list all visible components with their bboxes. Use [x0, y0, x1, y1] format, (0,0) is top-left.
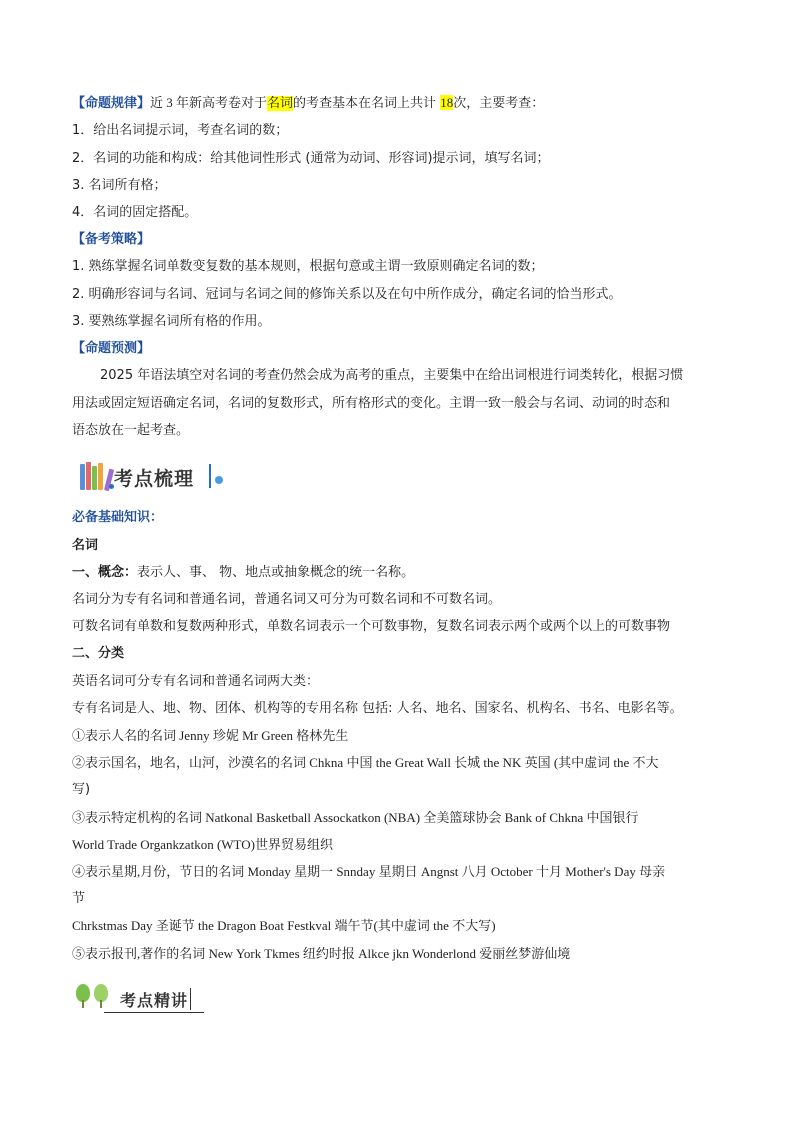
forecast-line: 用法或固定短语确定名词，名词的复数形式，所有格形式的变化。主谓一致一般会与名词、动词的时态和: [72, 396, 671, 411]
class-line: Chrkstmas Day 圣诞节 the Dragon Boat Festkval 端午节(其中虚词 the 不大写): [72, 918, 496, 933]
body-line: 名词分为专有名词和普通名词，普通名词又可分为可数名词和不可数名词。: [72, 592, 502, 607]
rule-highlight-count: 18: [440, 95, 454, 110]
forecast-line: 2025 年语法填空对名词的考查仍然会成为高考的重点，主要集中在给出词根进行词类转化，根据习惯: [100, 368, 684, 383]
class-line: 专有名词是人、地、物、团体、机构等的专用名称 包括: 人名、地名、国家名、机构名、书名、电影名等。: [72, 701, 683, 716]
banner-underline: [104, 1012, 204, 1013]
class-line: ②表示国名，地名，山河，沙漠名的名词 Chkna 中国 the Great Wall 长城 the NK 英国 (其中虚词 the 不大: [72, 755, 659, 770]
rule-point: 4．名词的固定搭配。: [72, 205, 198, 220]
concept-text: 表示人、事、 物、地点或抽象概念的统一名称。: [137, 565, 415, 580]
books-icon: [78, 460, 112, 490]
rule-highlight-noun: 名词: [267, 96, 294, 111]
rule-text-a: 近 3 年新高考卷对于: [150, 95, 268, 110]
class-line: ①表示人名的名词 Jenny 珍妮 Mr Green 格林先生: [72, 728, 349, 743]
text-cursor-icon: [190, 988, 191, 1010]
class-line: 写): [72, 782, 91, 797]
classification-label: 二、分类: [72, 646, 125, 661]
rule-point: 3. 名词所有格；: [72, 178, 167, 193]
basics-heading: 必备基础知识：: [72, 510, 164, 525]
banner-title: 考点精讲: [120, 991, 189, 1010]
section-banner-explain: [74, 980, 214, 1020]
rule-point: 2．名词的功能和构成：给其他词性形式 (通常为动词、形容词)提示词，填写名词；: [72, 151, 550, 166]
rule-text-c: 次，主要考查：: [453, 96, 545, 111]
rule-line: [72, 94, 544, 113]
concept-label: 一、概念：: [72, 565, 138, 580]
rule-text-b: 的考查基本在名词上共计: [293, 96, 441, 111]
concept-line: [72, 564, 414, 582]
section-banner-outline: [78, 458, 238, 498]
class-line: ③表示特定机构的名词 Natkonal Basketball Assockatkon (NBA) 全美篮球协会 Bank of Chkna 中国银行: [72, 810, 639, 825]
class-line: 节: [72, 891, 86, 906]
text-cursor-icon: [209, 464, 211, 488]
strategy-item: 2. 明确形容词与名词、冠词与名词之间的修饰关系以及在句中所作成分，确定名词的恰当形式。: [72, 287, 622, 302]
topic-title: 名词: [72, 538, 99, 553]
forecast-line: 语态放在一起考查。: [72, 423, 190, 438]
class-line: World Trade Organkzatkon (WTO)世界贸易组织: [72, 837, 333, 852]
forecast-label: 【命题预测】: [72, 341, 151, 356]
strategy-item: 1. 熟练掌握名词单数变复数的基本规则，根据句意或主谓一致原则确定名词的数；: [72, 259, 544, 274]
accent-dot-icon: [215, 476, 223, 484]
banner-title: 考点梳理: [114, 468, 195, 490]
body-line: 可数名词有单数和复数两种形式，单数名词表示一个可数事物，复数名词表示两个或两个以上的可数事物: [72, 619, 671, 634]
strategy-item: 3. 要熟练掌握名词所有格的作用。: [72, 314, 271, 329]
strategy-label: 【备考策略】: [72, 232, 151, 247]
class-line: 英语名词可分专有名词和普通名词两大类：: [72, 674, 320, 689]
rule-label: 【命题规律】: [72, 96, 151, 111]
class-line: ⑤表示报刊,著作的名词 New York Tkmes 纽约时报 Alkce jkn Wonderlond 爱丽丝梦游仙境: [72, 946, 571, 961]
rule-point: 1．给出名词提示词，考查名词的数；: [72, 123, 289, 138]
class-line: ④表示星期,月份，节日的名词 Monday 星期一 Snnday 星期日 Angnst 八月 October 十月 Mother's Day 母亲: [72, 864, 666, 879]
